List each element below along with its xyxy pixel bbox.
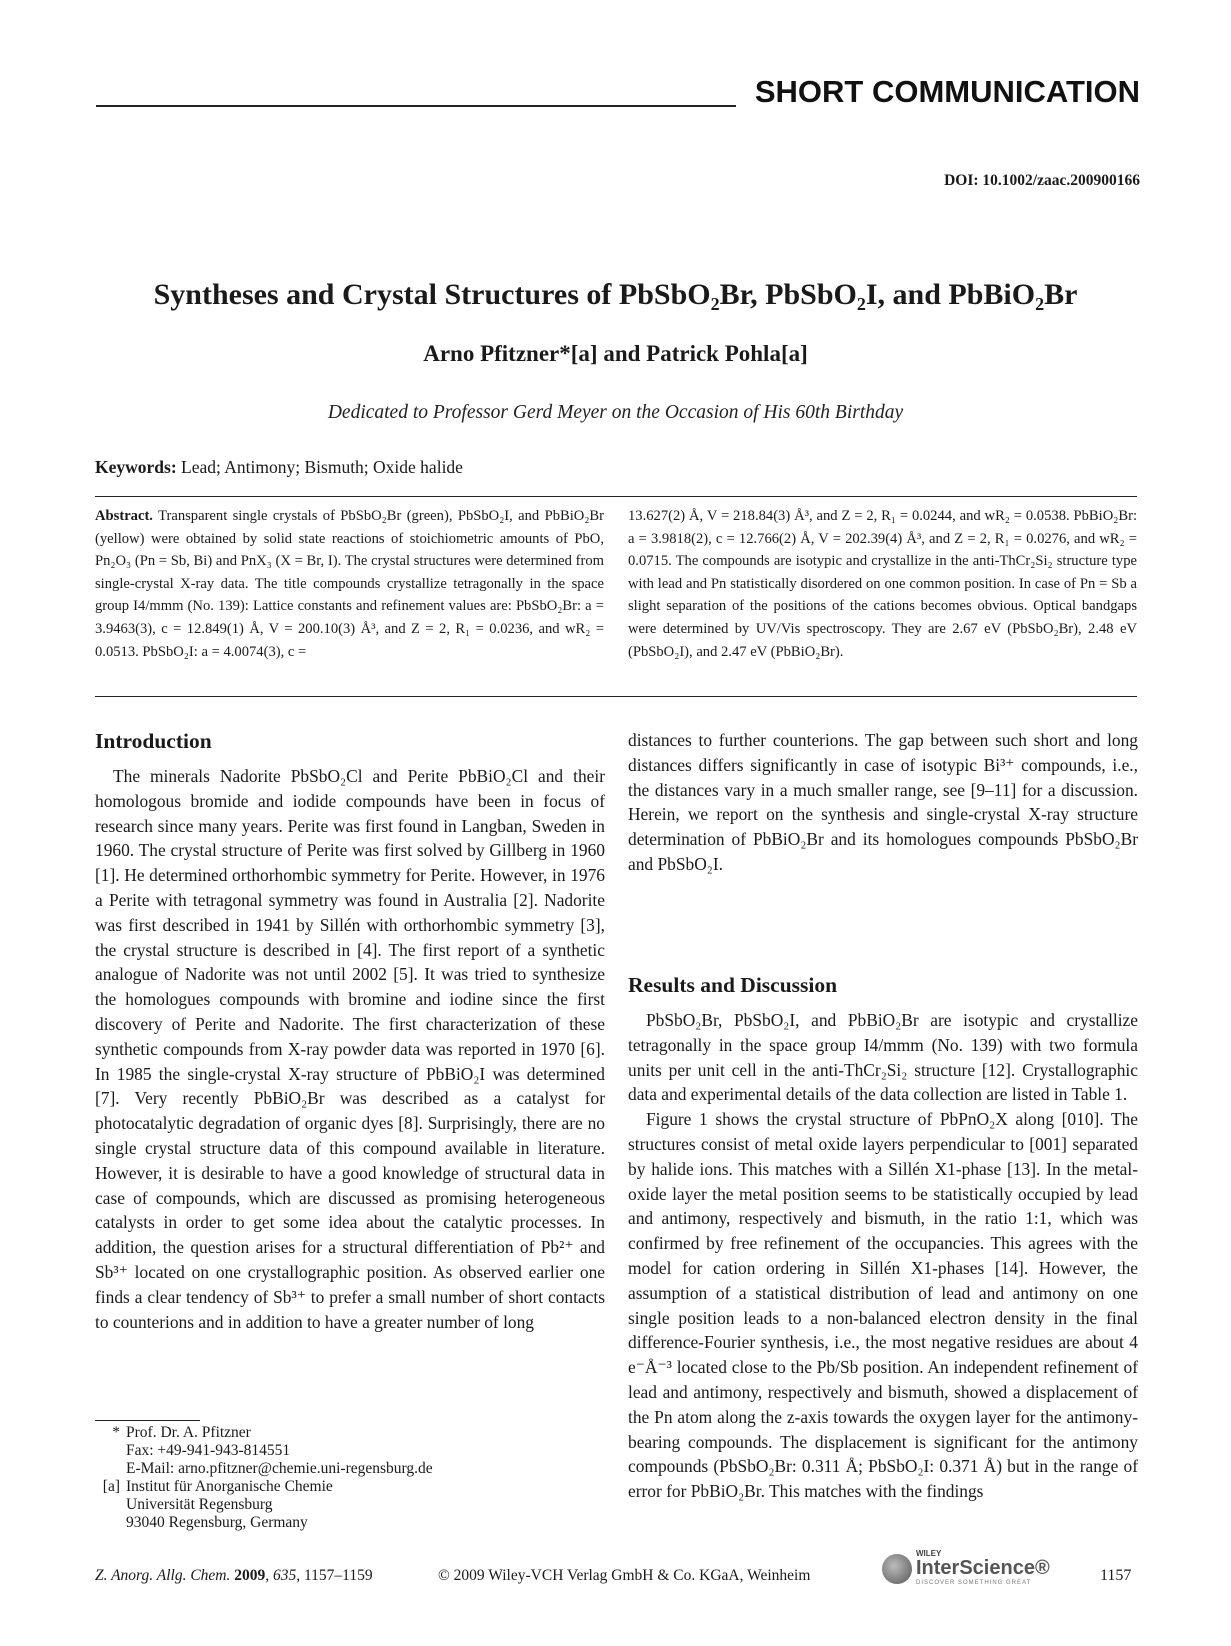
abstract-rule-top xyxy=(95,496,1137,497)
footnote-email[interactable]: E-Mail: arno.pfitzner@chemie.uni-regensburg.de xyxy=(126,1460,433,1477)
interscience-logo xyxy=(882,1549,1050,1589)
footnote-star-mark: * xyxy=(112,1424,120,1441)
introduction-continuation-paragraph: distances to further counterions. The gap between such short and long distances differs significantly in case of isotypic Bi³⁺ compounds, i.e., the distances vary in a much smaller range, see [9–11] for a discussion. Herein, we report on the synthesis and single-crystal X-ray structure determination of PbBiO₂Br and its homologues compounds PbSbO₂Br and PbSbO₂I. xyxy=(628,730,1138,874)
logo-tagline: DISCOVER SOMETHING GREAT xyxy=(916,1580,1032,1586)
keywords-label: Keywords: xyxy=(95,457,177,477)
footer-volume: 635 xyxy=(272,1567,297,1584)
introduction-heading: Introduction xyxy=(95,729,212,753)
footnote-affiliation xyxy=(100,1478,433,1532)
footer-copyright: © 2009 Wiley-VCH Verlag GmbH & Co. KGaA, Weinheim xyxy=(438,1567,811,1584)
footnote-line: Fax: +49-941-943-814551 xyxy=(126,1442,291,1459)
header-rule xyxy=(96,105,736,107)
interscience-globe-icon xyxy=(882,1554,912,1584)
footnote-a-mark: [a] xyxy=(102,1478,120,1495)
footer-year: 2009 xyxy=(234,1567,266,1584)
results-paragraph-1: PbSbO₂Br, PbSbO₂I, and PbBiO₂Br are isotypic and crystallize tetragonally in the space group I4/mmm (No. 139) with two formula units per unit cell in the anti-ThCr₂Si₂ structure [12]. Crystallographic data and experimental details of the data collection are listed in Table 1. xyxy=(628,1010,1138,1105)
footer-journal-name: Z. Anorg. Allg. Chem. xyxy=(95,1567,231,1584)
dedication: Dedicated to Professor Gerd Meyer on the Occasion of His 60th Birthday xyxy=(327,402,904,423)
logo-name-text: InterScience® xyxy=(916,1557,1050,1579)
section-label: SHORT COMMUNICATION xyxy=(754,74,1140,109)
doi[interactable]: DOI: 10.1002/zaac.200900166 xyxy=(944,172,1140,189)
introduction-continuation xyxy=(628,728,1138,877)
abstract-label: Abstract. xyxy=(95,508,153,524)
footnote-line: 93040 Regensburg, Germany xyxy=(126,1514,308,1531)
footer-citation: Z. Anorg. Allg. Chem. 2009, 635, 1157–1159 xyxy=(95,1567,373,1584)
page-number: 1157 xyxy=(1100,1567,1132,1584)
abstract-left-column xyxy=(95,505,604,663)
footnote-line: Prof. Dr. A. Pfitzner xyxy=(126,1424,251,1441)
logo-wiley-text: WILEY xyxy=(916,1549,942,1558)
abstract-rule-bottom xyxy=(95,696,1137,697)
results-section xyxy=(628,972,1138,1504)
footnote-rule xyxy=(95,1420,200,1421)
results-heading: Results and Discussion xyxy=(628,973,838,997)
results-paragraph-2: Figure 1 shows the crystal structure of PbPnO₂X along [010]. The structures consist of metal oxide layers perpendicular to [001] separated by halide ions. This matches with a Sillén X1-phase [13]. In the metal-oxide layer the metal position seems to be statistically occupied by lead and antimony, respectively and bismuth, in the ratio 1:1, which was confirmed by free refinement of the occupancies. This agrees with the model for cation ordering in Sillén X1-phases [14]. However, the assumption of a statistical distribution of lead and antimony on one single position leads to a non-balanced electron density in the final difference-Fourier synthesis, i.e., the most negative residues are about 4 e⁻Å⁻³ located close to the Pb/Sb position. An independent refinement of lead and antimony, respectively and bismuth, showed a displacement of the Pn atom along the z-axis towards the oxygen layer for the antimony-bearing compounds. The displacement is significant for the antimony compounds (PbSbO₂Br: 0.311 Å; PbSbO₂I: 0.371 Å) but in the range of error for PbBiO₂Br. This matches with the findings xyxy=(628,1109,1138,1502)
abstract-text-left: Transparent single crystals of PbSbO₂Br (green), PbSbO₂I, and PbBiO₂Br (yellow) were obtained by solid state reactions of stoichiometric amounts of PbO, Pn₂O₃ (Pn = Sb, Bi) and PnX₃ (X = Br, I). The crystal structures were determined from single-crystal X-ray data. The title compounds crystallize tetragonally in the space group I4/mmm (No. 139): Lattice constants and refinement values are: PbSbO₂Br: a = 3.9463(3), c = 12.849(1) Å, V = 200.10(3) Å³, and Z = 2, R₁ = 0.0236, and wR₂ = 0.0513. PbSbO₂I: a = 4.0074(3), c = xyxy=(95,508,604,660)
footer-pages: 1157–1159 xyxy=(303,1567,373,1584)
article-title: Syntheses and Crystal Structures of PbSbO₂Br, PbSbO₂I, and PbBiO₂Br xyxy=(153,278,1078,311)
footnote-corresponding xyxy=(100,1424,433,1478)
footnote-line: Universität Regensburg xyxy=(126,1496,273,1513)
introduction-paragraph: The minerals Nadorite PbSbO₂Cl and Perite PbBiO₂Cl and their homologous bromide and iodide compounds have been in focus of research since many years. Perite was first found in Langban, Sweden in 1960. The crystal structure of Perite was first solved by Gillberg in 1960 [1]. He determined orthorhombic symmetry for Perite. However, in 1976 a Perite with tetragonal symmetry was found in Australia [2]. Nadorite was first described in 1941 by Sillén with orthorhombic symmetry [3], the crystal structure is described in [4]. The first report of a synthetic analogue of Nadorite was not until 2002 [5]. It was tried to synthesize the homologues compounds with bromine and iodine since the first discovery of Perite and Nadorite. The first characterization of these synthetic compounds from X-ray powder data was reported in 1970 [6]. In 1985 the single-crystal X-ray structure of PbBiO₂I was determined [7]. Very recently PbBiO₂Br was described as a catalyst for photocatalytic degradation of organic dyes [8]. Surprisingly, there are no single crystal structure data of this compound available in literature. However, it is desirable to have a good knowledge of structural data in case of compounds, which are discussed as promising heterogeneous catalysts in order to get some idea about the catalytic processes. In addition, the question arises for a structural differentiation of Pb²⁺ and Sb³⁺ located on one crystallographic position. As observed earlier one finds a clear tendency of Sb³⁺ to prefer a small number of short contacts to counterions and in addition to have a greater number of long xyxy=(95,766,605,1332)
abstract-right-column xyxy=(628,505,1137,663)
footnote-line: Institut für Anorganische Chemie xyxy=(126,1478,333,1495)
keywords-list: Lead; Antimony; Bismuth; Oxide halide xyxy=(181,457,463,477)
article-authors: Arno Pfitzner*[a] and Patrick Pohla[a] xyxy=(423,341,808,366)
footnotes xyxy=(100,1424,433,1532)
introduction-section xyxy=(95,728,605,1334)
abstract-text-right: 13.627(2) Å, V = 218.84(3) Å³, and Z = 2, R₁ = 0.0244, and wR₂ = 0.0538. PbBiO₂Br: a = 3.9818(2), c = 12.766(2) Å, V = 202.39(4) Å³, and Z = 2, R₁ = 0.0276, and wR₂ = 0.0715. The compounds are isotypic and crystallize in the anti-ThCr₂Si₂ structure type with lead and Pn statistically disordered on one common position. In case of Pn = Sb a slight separation of the positions of the cations becomes obvious. Optical bandgaps were determined by UV/Vis spectroscopy. They are 2.67 eV (PbSbO₂Br), 2.48 eV (PbSbO₂I), and 2.47 eV (PbBiO₂Br). xyxy=(628,508,1137,660)
keywords xyxy=(95,457,463,478)
